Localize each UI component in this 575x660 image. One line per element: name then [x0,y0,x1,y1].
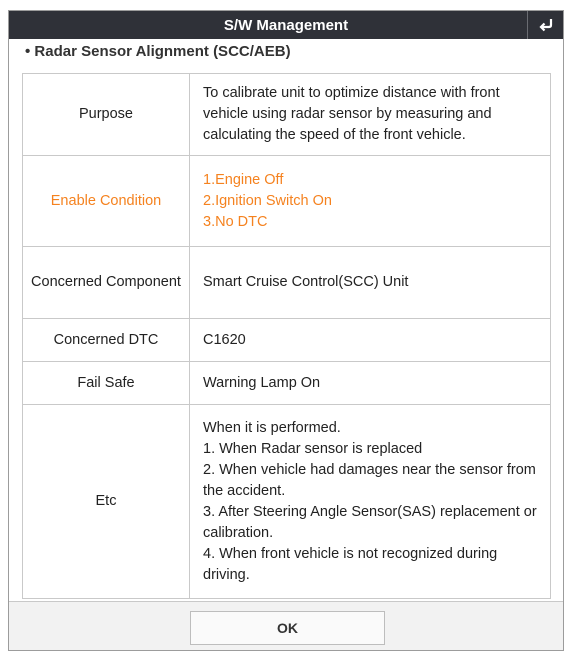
row-label: Concerned Component [23,247,190,319]
row-value [190,74,551,156]
row-value-line: 1.Engine Off [203,171,284,188]
row-label: Fail Safe [23,362,190,405]
row-value-line: 3.No DTC [203,213,268,230]
row-value-line: Warning Lamp On [203,374,321,391]
row-value [190,247,551,319]
table-row [23,319,551,362]
row-value-line: C1620 [203,331,246,348]
row-value [190,405,551,599]
sw-management-dialog [8,10,564,651]
row-value-line: To calibrate unit to optimize distance with front vehicle using radar sensor by measuring and calculating the speed of the front vehicle. [203,85,500,143]
row-value-line: 3. After Steering Angle Sensor(SAS) replacement or calibration. [203,503,537,541]
table-row [23,74,551,156]
table-row [23,247,551,319]
row-value-line: 2.Ignition Switch On [203,192,332,209]
content-scroll-area[interactable] [9,67,563,601]
row-value-line: When it is performed. [203,419,341,436]
row-value-line: 2. When vehicle had damages near the sensor from the accident. [203,461,536,499]
ok-button[interactable]: OK [190,611,385,645]
back-button[interactable] [527,11,563,39]
dialog-footer [9,601,563,651]
title-bar [9,11,563,39]
row-value [190,156,551,247]
row-label: Enable Condition [23,156,190,247]
row-label: Etc [23,405,190,599]
return-arrow-icon [538,17,554,33]
table-row [23,405,551,599]
window-title: S/W Management [223,16,349,34]
row-value [190,362,551,405]
row-value-line: 1. When Radar sensor is replaced [203,440,423,457]
row-value-line: Smart Cruise Control(SCC) Unit [203,274,409,290]
info-table [22,73,551,599]
row-value [190,319,551,362]
row-label: Concerned DTC [23,319,190,362]
section-title: • Radar Sensor Alignment (SCC/AEB) [25,43,291,60]
table-row [23,362,551,405]
table-row [23,156,551,247]
row-value-line: 4. When front vehicle is not recognized during driving. [203,545,498,583]
row-label: Purpose [23,74,190,156]
